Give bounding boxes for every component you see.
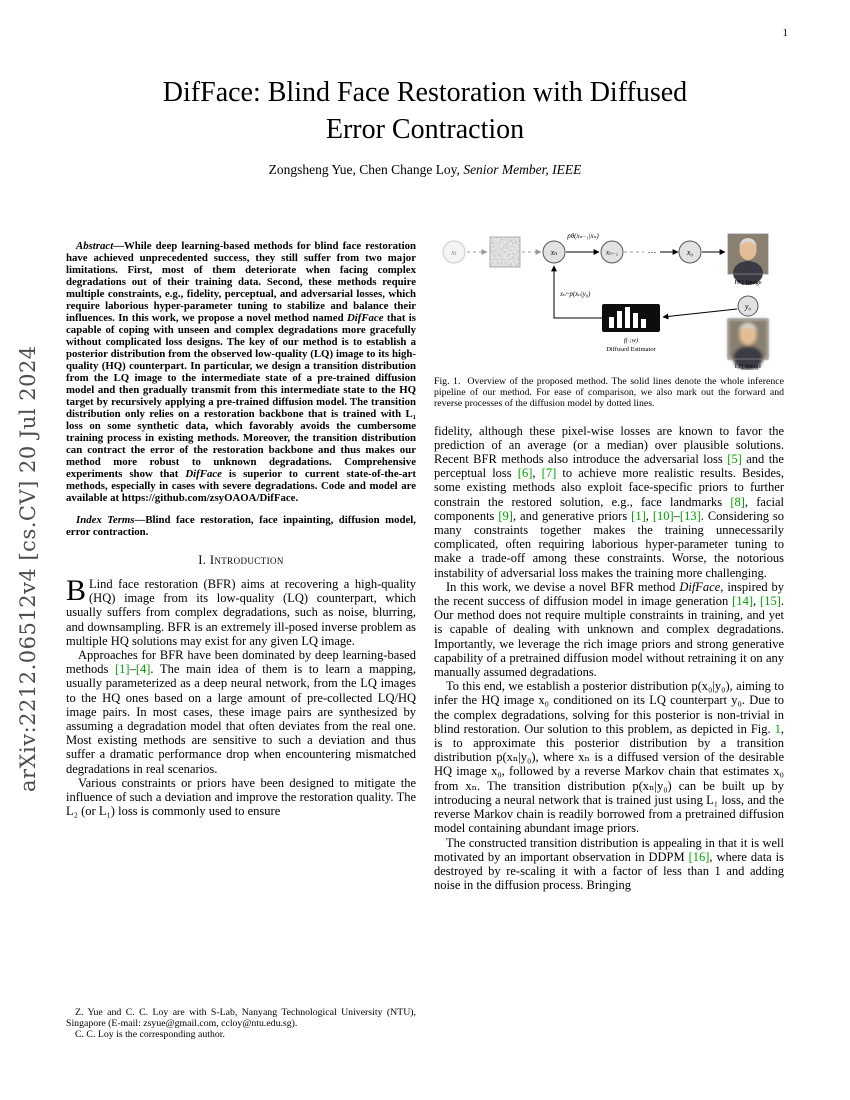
ellipsis: ⋯ — [647, 247, 657, 257]
paper-title — [0, 74, 850, 148]
figure-reference[interactable]: 1 — [774, 721, 781, 736]
title-line-2: Error Contraction — [325, 114, 525, 145]
footnote-corresponding: C. C. Loy is the corresponding author. — [75, 1029, 225, 1041]
svg-text:xₜ: xₜ — [451, 248, 457, 257]
author-membership: Senior Member, IEEE — [463, 162, 582, 177]
svg-text:xₙ: xₙ — [550, 248, 558, 257]
section-heading-introduction: I. Introduction — [198, 553, 284, 567]
body-paragraph-3: To this end, we establish a posterior distribution p(x₀|y₀), aiming to infer the HQ image x₀ conditioned on its LQ counterpart y₀. Due to the complex degradations, solving for this posterior is non-trivial in blind restoration. Our solution to this problem, as depicted in Fig. 1, is to approximate this posterior distribution by a transition distribution p(xₙ|y₀), where xₙ is a diffused version of the desirable HQ image x₀, followed by a reverse Markov chain that estimates x₀ from xₙ. The transition distribution p(xₙ|y₀) can be built up by introducing a neural network that is trained just using L₁ loss, and the reverse Markov chain is readily borrowed from a pretrained diffusion model containing abundant image priors. — [434, 679, 784, 836]
github-url[interactable]: https://github.com/zsyOAOA/DifFace. — [121, 492, 299, 504]
abstract-label: Abstract — [76, 240, 114, 252]
index-terms-label: Index Terms — [76, 514, 135, 526]
citation-link[interactable]: [1] — [631, 508, 646, 523]
citation-link[interactable]: [4] — [135, 662, 151, 677]
hq-image-label: HQ Image — [734, 279, 762, 286]
title-line-1: DifFace: Blind Face Restoration with Diffused — [162, 77, 688, 108]
index-terms — [66, 514, 416, 538]
diffused-noisy-image — [490, 237, 520, 267]
citation-link[interactable]: [10] — [652, 508, 674, 523]
left-column — [66, 240, 416, 818]
node-xN — [543, 241, 565, 263]
citation-link[interactable]: [15] — [760, 594, 781, 609]
index-terms-text: —Blind face restoration, face inpainting, diffusion model, error contraction. — [66, 514, 416, 538]
figure-caption-text: Overview of the proposed method. The solid lines denote the whole inference pipeline of our method. For ease of comparison, we also mark out the forward and reverse processes of the diffusion model by dotted lines. — [434, 376, 784, 410]
estimator-function-label: f(·;w) — [623, 337, 639, 344]
sample-distribution-label: xₙ~p(xₙ|y₀) — [560, 291, 591, 298]
citation-link[interactable]: [7] — [541, 466, 557, 481]
node-x0 — [679, 241, 701, 263]
hq-image — [728, 234, 768, 286]
abstract — [66, 240, 416, 504]
citation-link[interactable]: [9] — [498, 508, 513, 523]
lq-image-label: LQ Image — [734, 363, 762, 370]
transition-distribution-label: pθ(xₙ₋₁|xₙ) — [567, 232, 599, 240]
arxiv-banner: arXiv:2212.06512v4 [cs.CV] 20 Jul 2024 — [16, 345, 40, 792]
body-paragraph-2: In this work, we devise a novel BFR method DifFace, inspired by the recent success of diffusion model in image generation [14], [15]. Our method does not require multiple constraints in training, and yet is capable of dealing with unknown and complex degradations. Importantly, we leverage the rich image priors and strong generative capability of a pretrained diffusion model without retraining it on any manually assumed degradations. — [434, 579, 784, 680]
svg-text:x₀: x₀ — [686, 248, 694, 257]
estimator-name-label: Diffused Estimator — [606, 346, 656, 353]
svg-text:xₙ₋₁: xₙ₋₁ — [605, 248, 619, 257]
citation-link[interactable]: [13] — [679, 508, 701, 523]
intro-paragraph-1-text: Lind face restoration (BFR) aims at recovering a high-quality (HQ) image from its low-quality (LQ) counterpart, which usually suffers from complex degradations, such as noise, blurring, and downsampling. BFR is an extremely ill-posed inverse problem as multiple HQ solutions may exist for any given LQ image. — [66, 577, 416, 648]
figure-1-diagram — [434, 230, 784, 370]
authors-line — [0, 162, 850, 178]
intro-paragraph-1 — [66, 574, 416, 648]
body-paragraph-4: The constructed transition distribution is appealing in that it is well motivated by an important observation in DDPM [16], where data is destroyed by re-scaling it with a factor of less than 1 and adding noise in the diffusion process. Bringing — [434, 835, 784, 893]
citation-link[interactable]: [16] — [688, 849, 710, 864]
node-y0 — [738, 296, 758, 316]
y0-to-estimator-arrow — [663, 309, 737, 317]
citation-link[interactable]: [6] — [517, 466, 533, 481]
node-xN-1 — [601, 241, 623, 263]
citation-link[interactable]: [14] — [732, 594, 753, 609]
svg-text:y₀: y₀ — [744, 302, 752, 311]
citation-link[interactable]: [8] — [730, 494, 745, 509]
author-names: Zongsheng Yue, Chen Change Loy, — [268, 162, 464, 177]
diffused-estimator — [602, 304, 660, 353]
citation-link[interactable]: [5] — [727, 452, 742, 467]
node-xT — [443, 241, 465, 263]
intro-paragraph-2: Approaches for BFR have been dominated by deep learning-based methods [1]–[4]. The main idea of them is to learn a mapping, usually parameterized as a deep neural network, from the LQ images to the HQ ones based on a large amount of pre-collected LQ/HQ image pairs. In most cases, these image pairs are synthesized by assuming a degradation model that often deviates from the real one. Most existing methods are sensitive to such a deviation and thus suffer a dramatic performance drop when encountering mismatched degradations in real scenarios. — [66, 648, 416, 776]
intro-paragraph-3: Various constraints or priors have been designed to mitigate the influence of such a deviation and improve the restoration quality. The L₂ (or L₁) loss is commonly used to ensure — [66, 775, 416, 819]
drop-cap: B — [66, 574, 87, 607]
abstract-text: —While deep learning-based methods for blind face restoration have achieved unprecedented success, they still suffer from two major limitations. First, most of them deteriorate when facing complex degradations out of their training data. Second, these methods require multiple constraints, e.g., fidelity, perceptual, and adversarial losses, which require laborious hyper-parameter tuning to stabilize and balance their influences. In this work, we propose a novel method named DifFace that is capable of coping with unseen and complex degradations more gracefully without complicated loss designs. The key of our method is to establish a posterior distribution from the observed low-quality (LQ) image to its high-quality (HQ) counterpart. In particular, we design a transition distribution from the LQ image to the intermediate state of a pre-trained diffusion model and then gradually transmit from this intermediate state to the HQ target by recursively applying a pre-trained diffusion model. The transition distribution only relies on a restoration backbone that is trained with L₁ loss on some synthetic data, which favorably avoids the cumbersome training process in existing methods. Moreover, the transition distribution can contract the error of the restoration backbone and thus makes our method more robust to unknown degradations. Comprehensive experiments show that DifFace is superior to current state-of-the-art methods, especially in cases with severe degradations. Code and model are available at https://github.com/zsyOAOA/DifFace. — [66, 240, 416, 504]
figure-caption-label: Fig. 1. — [434, 376, 461, 387]
lq-image — [728, 319, 768, 370]
citation-link[interactable]: [1] — [115, 662, 130, 677]
body-paragraph-1: fidelity, although these pixel-wise losses are known to favor the prediction of an average (or a median) over plausible solutions. Recent BFR methods also introduce the adversarial loss [5] and the perceptual loss [6], [7] to achieve more realistic results. Besides, some existing methods also exploit face-specific priors to further constrain the restored solution, e.g., face landmarks [8], facial components [9], and generative priors [1], [10]–[13]. Considering so many constraints together makes the training unnecessarily complicated, often requiring laborious hyper-parameter tuning to make a trade-off among these constraints. Worse, the notorious instability of adversarial loss makes the training more challenging. — [434, 423, 785, 580]
right-column — [434, 230, 784, 892]
author-footnote — [66, 1007, 416, 1041]
page-number: 1 — [782, 27, 788, 39]
figure-1 — [434, 230, 784, 410]
figure-caption — [434, 376, 784, 410]
footnote-affiliation: Z. Yue and C. C. Loy are with S-Lab, Nanyang Technological University (NTU), Singapore (E-mail: zsyue@gmail.com, ccloy@ntu.edu.sg). — [66, 1007, 416, 1030]
